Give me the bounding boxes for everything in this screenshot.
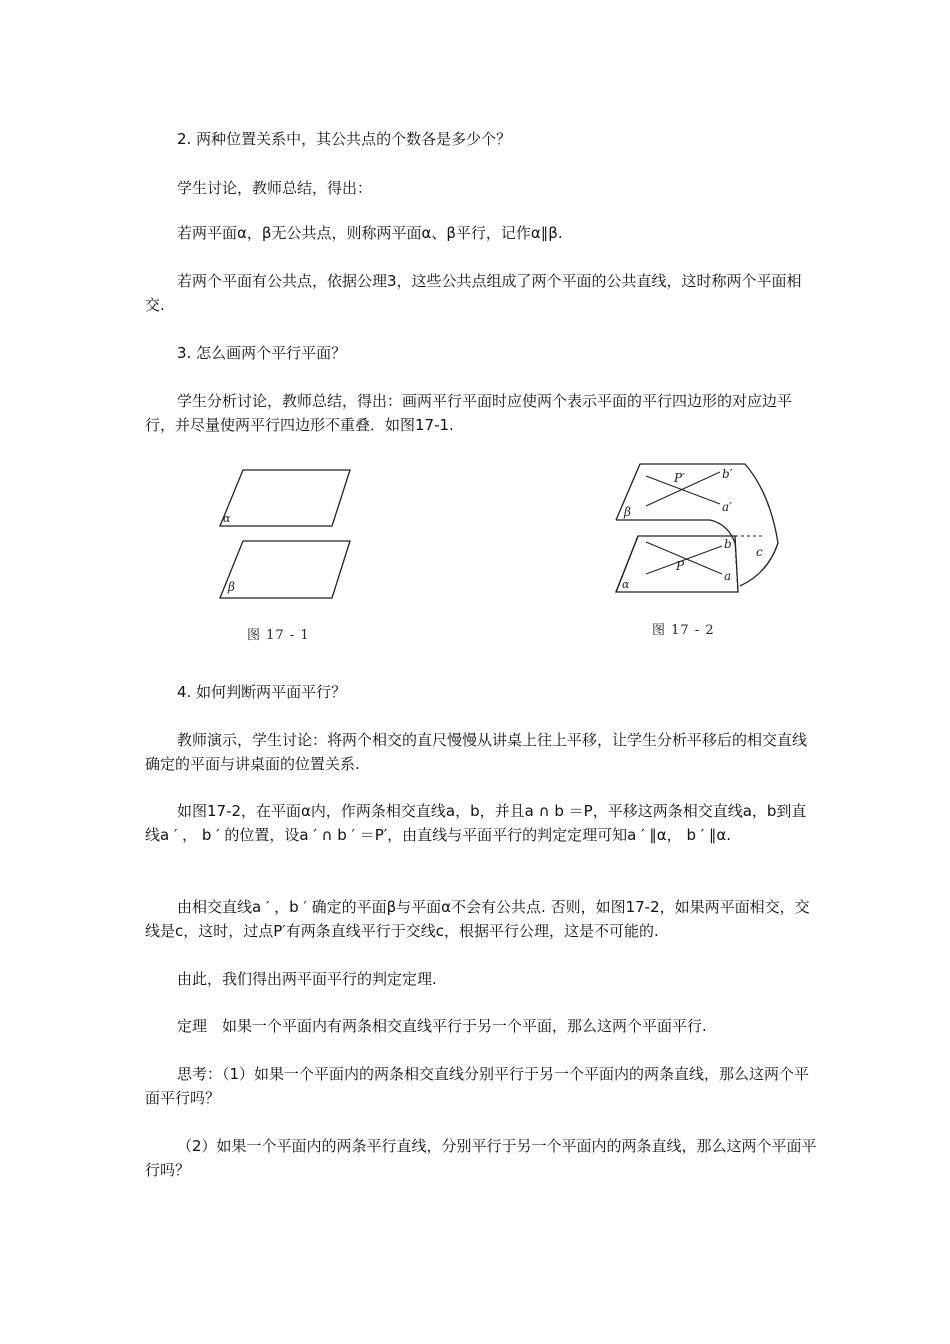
intersect-definition: 若两个平面有公共点，依据公理3，这些公共点组成了两个平面的公共直线，这时称两个平面相交.	[145, 272, 802, 314]
think-question-1: 思考：（1）如果一个平面内的两条相交直线分别平行于另一个平面内的两条直线，那么这两个平面平行吗？	[145, 1065, 810, 1107]
label-alpha: α	[223, 512, 231, 525]
label-c: c	[756, 545, 763, 559]
figure-17-1	[210, 460, 370, 610]
plane-alpha-parallelogram	[220, 470, 350, 526]
figure-17-2-caption: 图 17 - 2	[652, 623, 715, 638]
drawing-method: 学生分析讨论，教师总结，得出：画两平行平面时应使两个表示平面的平行四边形的对应边平行，并尽量使两平行四边形不重叠．如图17-1.	[145, 392, 793, 434]
figure-17-1-drawing	[210, 460, 370, 610]
question-4: 4. 如何判断两平面平行？	[177, 683, 347, 701]
question-2: 2. 两种位置关系中，其公共点的个数各是多少个？	[177, 130, 512, 148]
plane-beta-parallelogram	[220, 541, 350, 598]
figure-17-1-caption: 图 17 - 1	[247, 628, 310, 643]
label-a: a	[724, 569, 732, 583]
teacher-demo: 教师演示，学生讨论：将两个相交的直尺慢慢从讲桌上往上平移，让学生分析平移后的相交直线确定的平面与讲桌面的位置关系.	[145, 731, 808, 773]
label-P-prime: P′	[674, 471, 685, 485]
parallel-definition: 若两平面α，β无公共点，则称两平面α、β平行，记作α∥β.	[177, 224, 563, 242]
label-b-prime: b′	[722, 467, 733, 481]
think-question-2: （2）如果一个平面内的两条平行直线，分别平行于另一个平面内的两条直线，那么这两个平面平行吗？	[145, 1137, 817, 1179]
figure-17-2	[610, 458, 780, 603]
discussion-line: 学生讨论，教师总结，得出：	[177, 179, 373, 197]
label-P: P	[676, 559, 685, 573]
question-3: 3. 怎么画两个平行平面？	[177, 344, 347, 362]
label-beta: β	[228, 580, 235, 594]
theorem: 定理 如果一个平面内有两条相交直线平行于另一个平面，那么这两个平面平行.	[177, 1017, 707, 1035]
conclusion-line: 由此，我们得出两平面平行的判定定理.	[177, 970, 437, 988]
figure-17-2-drawing	[610, 458, 780, 603]
plane-beta-lower-edge	[616, 520, 735, 543]
figure-explanation: 如图17-2，在平面α内，作两条相交直线a，b，并且a ∩ b ＝P，平移这两条相交直线a，b到直线a ′ ， b ′ 的位置，设a ′ ∩ b ′ ＝P′，由直线与平面平行的判定定理可知a ′ ∥α， b ′ ∥α.	[145, 802, 807, 844]
label-beta: β	[624, 505, 631, 519]
contradiction-argument: 由相交直线a ′ ，b ′ 确定的平面β与平面α不会有公共点. 否则，如图17-2，如果两平面相交，交线是c，这时，过点P′有两条直线平行于交线c，根据平行公理，这是不可能的.	[145, 898, 810, 940]
label-alpha: α	[622, 578, 630, 591]
label-a-prime: a′	[722, 500, 732, 514]
label-b: b	[724, 537, 732, 551]
